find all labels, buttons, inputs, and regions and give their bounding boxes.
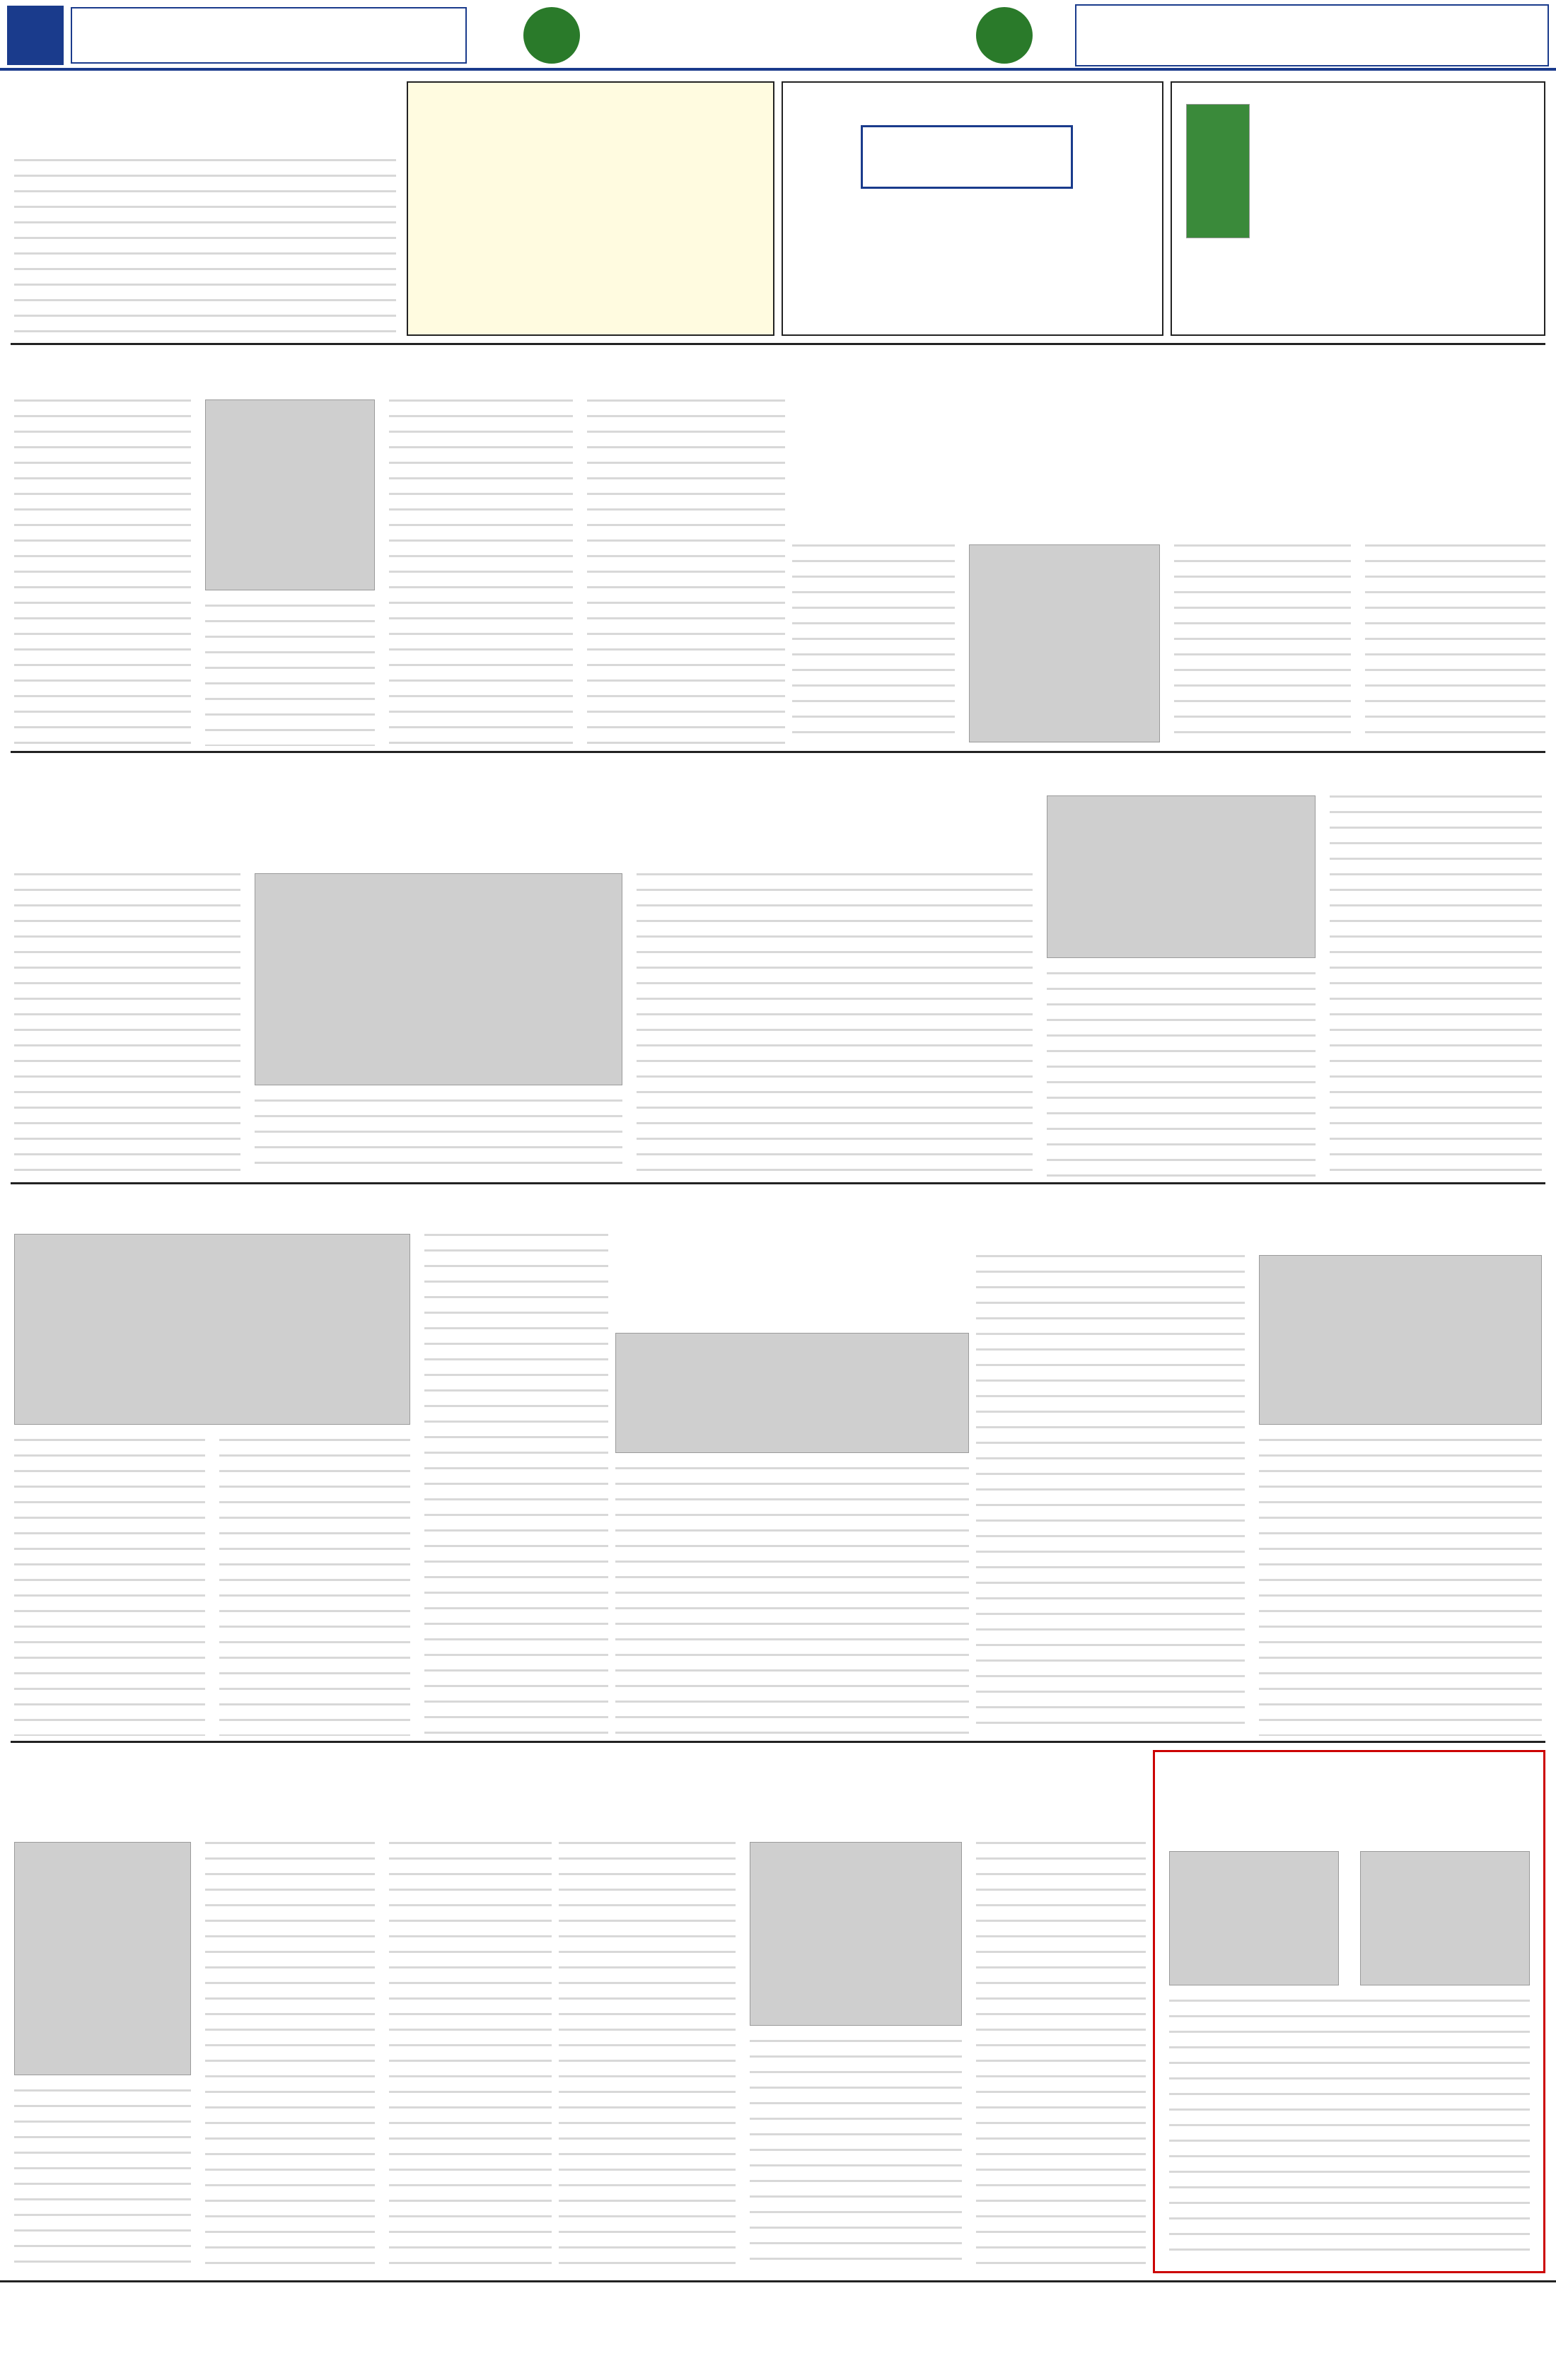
- masthead-logo-left: [523, 7, 580, 64]
- ad-pharmacy: [407, 81, 774, 336]
- lead-story-col-3: [1365, 544, 1545, 742]
- surah-maryam-col-2: [750, 2040, 962, 2273]
- freedom-fighter-col-2: [255, 1099, 622, 1177]
- lead-story-col-2: [1174, 544, 1351, 742]
- freedom-fighter-col-3: [637, 873, 1033, 1177]
- master-plan-story: [615, 1191, 969, 1736]
- left-story-col-4: [587, 399, 785, 746]
- tour-travel-photo-1: [1169, 1851, 1339, 1985]
- left-story-block: [14, 350, 785, 746]
- lead-story-col-1: [792, 544, 955, 742]
- freedom-fighter-col-1: [14, 873, 240, 1177]
- divider: [11, 751, 1545, 753]
- school-photo: [1259, 1255, 1542, 1425]
- masthead-logo-right: [976, 7, 1033, 64]
- advocate-col-2: [205, 1842, 375, 2273]
- lead-story-photo: [969, 544, 1160, 742]
- tour-travel-photo-2: [1360, 1851, 1530, 1985]
- top-left-story: [14, 81, 396, 336]
- lead-story-headline-block: [792, 350, 1549, 527]
- school-story: [976, 1191, 1545, 1736]
- medical-camp-col-1: [1330, 795, 1542, 1177]
- tour-travel-body: [1169, 2000, 1530, 2261]
- ad-royal-aqua: [782, 81, 1163, 336]
- surah-maryam-col-3: [976, 1842, 1146, 2273]
- school-col-2: [1259, 1439, 1542, 1736]
- aligarh-col-1: [424, 1234, 608, 1736]
- divider: [11, 1741, 1545, 1743]
- divider: [11, 1182, 1545, 1184]
- masthead: [0, 0, 1556, 71]
- advocate-col-3: [389, 1842, 552, 2273]
- freedom-fighter-story: [14, 760, 1040, 1177]
- left-story-photo: [205, 399, 375, 590]
- top-left-story-body: [14, 159, 396, 336]
- left-story-col-2: [205, 605, 375, 746]
- ad-sikandar-azam-product: [1186, 104, 1250, 238]
- medical-camp-photo: [1047, 795, 1316, 958]
- ad-royal-aqua-logo: [861, 125, 1073, 189]
- aligarh-col-2: [14, 1439, 205, 1736]
- aligarh-story: [14, 1191, 608, 1736]
- advocate-photo: [14, 1842, 191, 2075]
- aligarh-photo: [14, 1234, 410, 1425]
- master-plan-photo: [615, 1333, 969, 1453]
- freedom-fighter-photo: [255, 873, 622, 1085]
- medical-camp-story: [1047, 760, 1545, 1177]
- page-number-badge: [7, 6, 64, 65]
- surah-maryam-col-1: [559, 1842, 736, 2273]
- master-plan-body: [615, 1467, 969, 1736]
- left-story-col-1: [14, 399, 191, 746]
- school-col-1: [976, 1255, 1245, 1736]
- advocate-col-1: [14, 2089, 191, 2273]
- divider: [11, 343, 1545, 345]
- medical-camp-col-2: [1047, 972, 1316, 1177]
- left-story-col-3: [389, 399, 573, 746]
- surah-maryam-photo: [750, 1842, 962, 2026]
- masthead-title-box: [1075, 4, 1549, 66]
- footer-imprint: [0, 2280, 1556, 2380]
- masthead-left-label-box: [71, 7, 467, 64]
- tour-travel-notice: [1153, 1750, 1545, 2273]
- aligarh-col-3: [219, 1439, 410, 1736]
- advocate-story: [14, 1750, 552, 2273]
- ad-sikandar-azam: [1171, 81, 1545, 336]
- surah-maryam-story: [559, 1750, 1146, 2273]
- masthead-center: [594, 6, 962, 65]
